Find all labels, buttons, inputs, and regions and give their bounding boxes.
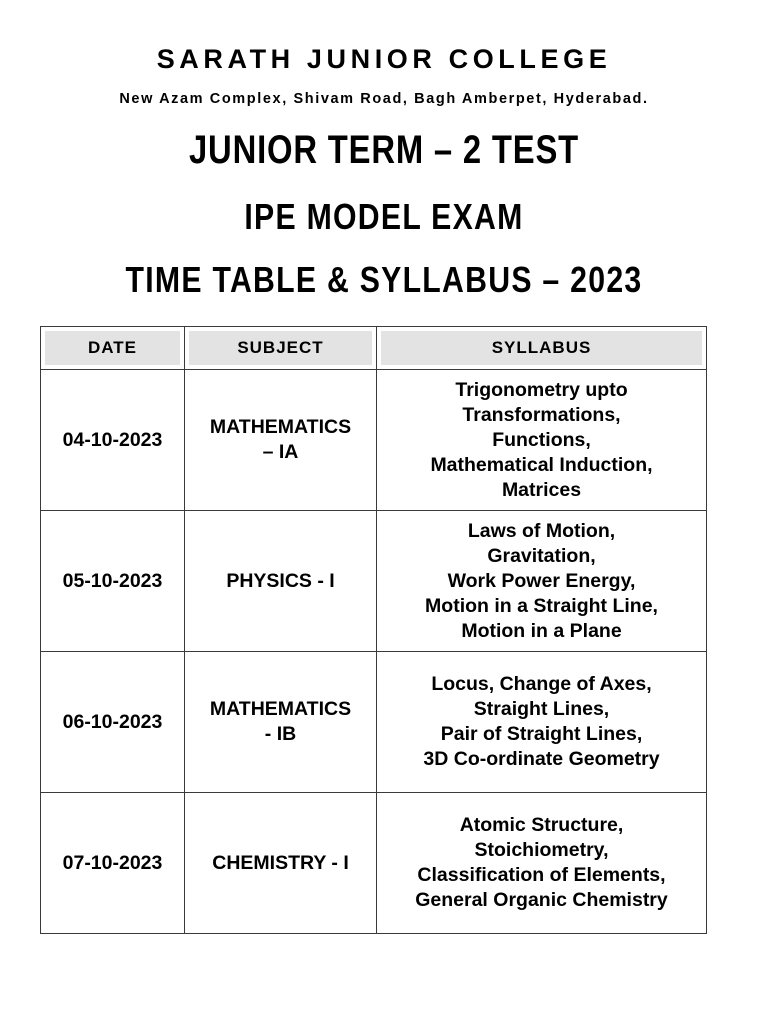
exam-syllabus: Atomic Structure, Stoichiometry, Classification of Elements, General Organic Chemistry: [377, 793, 707, 934]
column-header-syllabus: SYLLABUS: [377, 327, 707, 370]
college-address: New Azam Complex, Shivam Road, Bagh Amberpet, Hyderabad.: [119, 91, 649, 107]
timetable-table: [40, 326, 707, 934]
column-header-date: DATE: [41, 327, 185, 370]
college-name: SARATH JUNIOR COLLEGE: [156, 44, 612, 74]
exam-date: 04-10-2023: [41, 370, 185, 511]
exam-subject: PHYSICS - I: [185, 511, 377, 652]
exam-syllabus: Locus, Change of Axes, Straight Lines, Pair of Straight Lines, 3D Co-ordinate Geometry: [377, 652, 707, 793]
table-row: [41, 370, 707, 511]
table-header-row: [41, 327, 707, 370]
table-row: [41, 652, 707, 793]
exam-subject: CHEMISTRY - I: [185, 793, 377, 934]
column-header-subject: SUBJECT: [185, 327, 377, 370]
timetable-title: TIME TABLE & SYLLABUS – 2023: [125, 259, 643, 300]
exam-subject: MATHEMATICS - IB: [185, 652, 377, 793]
exam-title: JUNIOR TERM – 2 TEST: [188, 128, 580, 172]
exam-subject: MATHEMATICS – IA: [185, 370, 377, 511]
table-row: [41, 511, 707, 652]
exam-date: 07-10-2023: [41, 793, 185, 934]
table-row: [41, 793, 707, 934]
exam-date: 06-10-2023: [41, 652, 185, 793]
exam-syllabus: Laws of Motion, Gravitation, Work Power Energy, Motion in a Straight Line, Motion in a Plane: [377, 511, 707, 652]
exam-date: 05-10-2023: [41, 511, 185, 652]
exam-subtitle: IPE MODEL EXAM: [244, 196, 524, 237]
exam-syllabus: Trigonometry upto Transformations, Functions, Mathematical Induction, Matrices: [377, 370, 707, 511]
